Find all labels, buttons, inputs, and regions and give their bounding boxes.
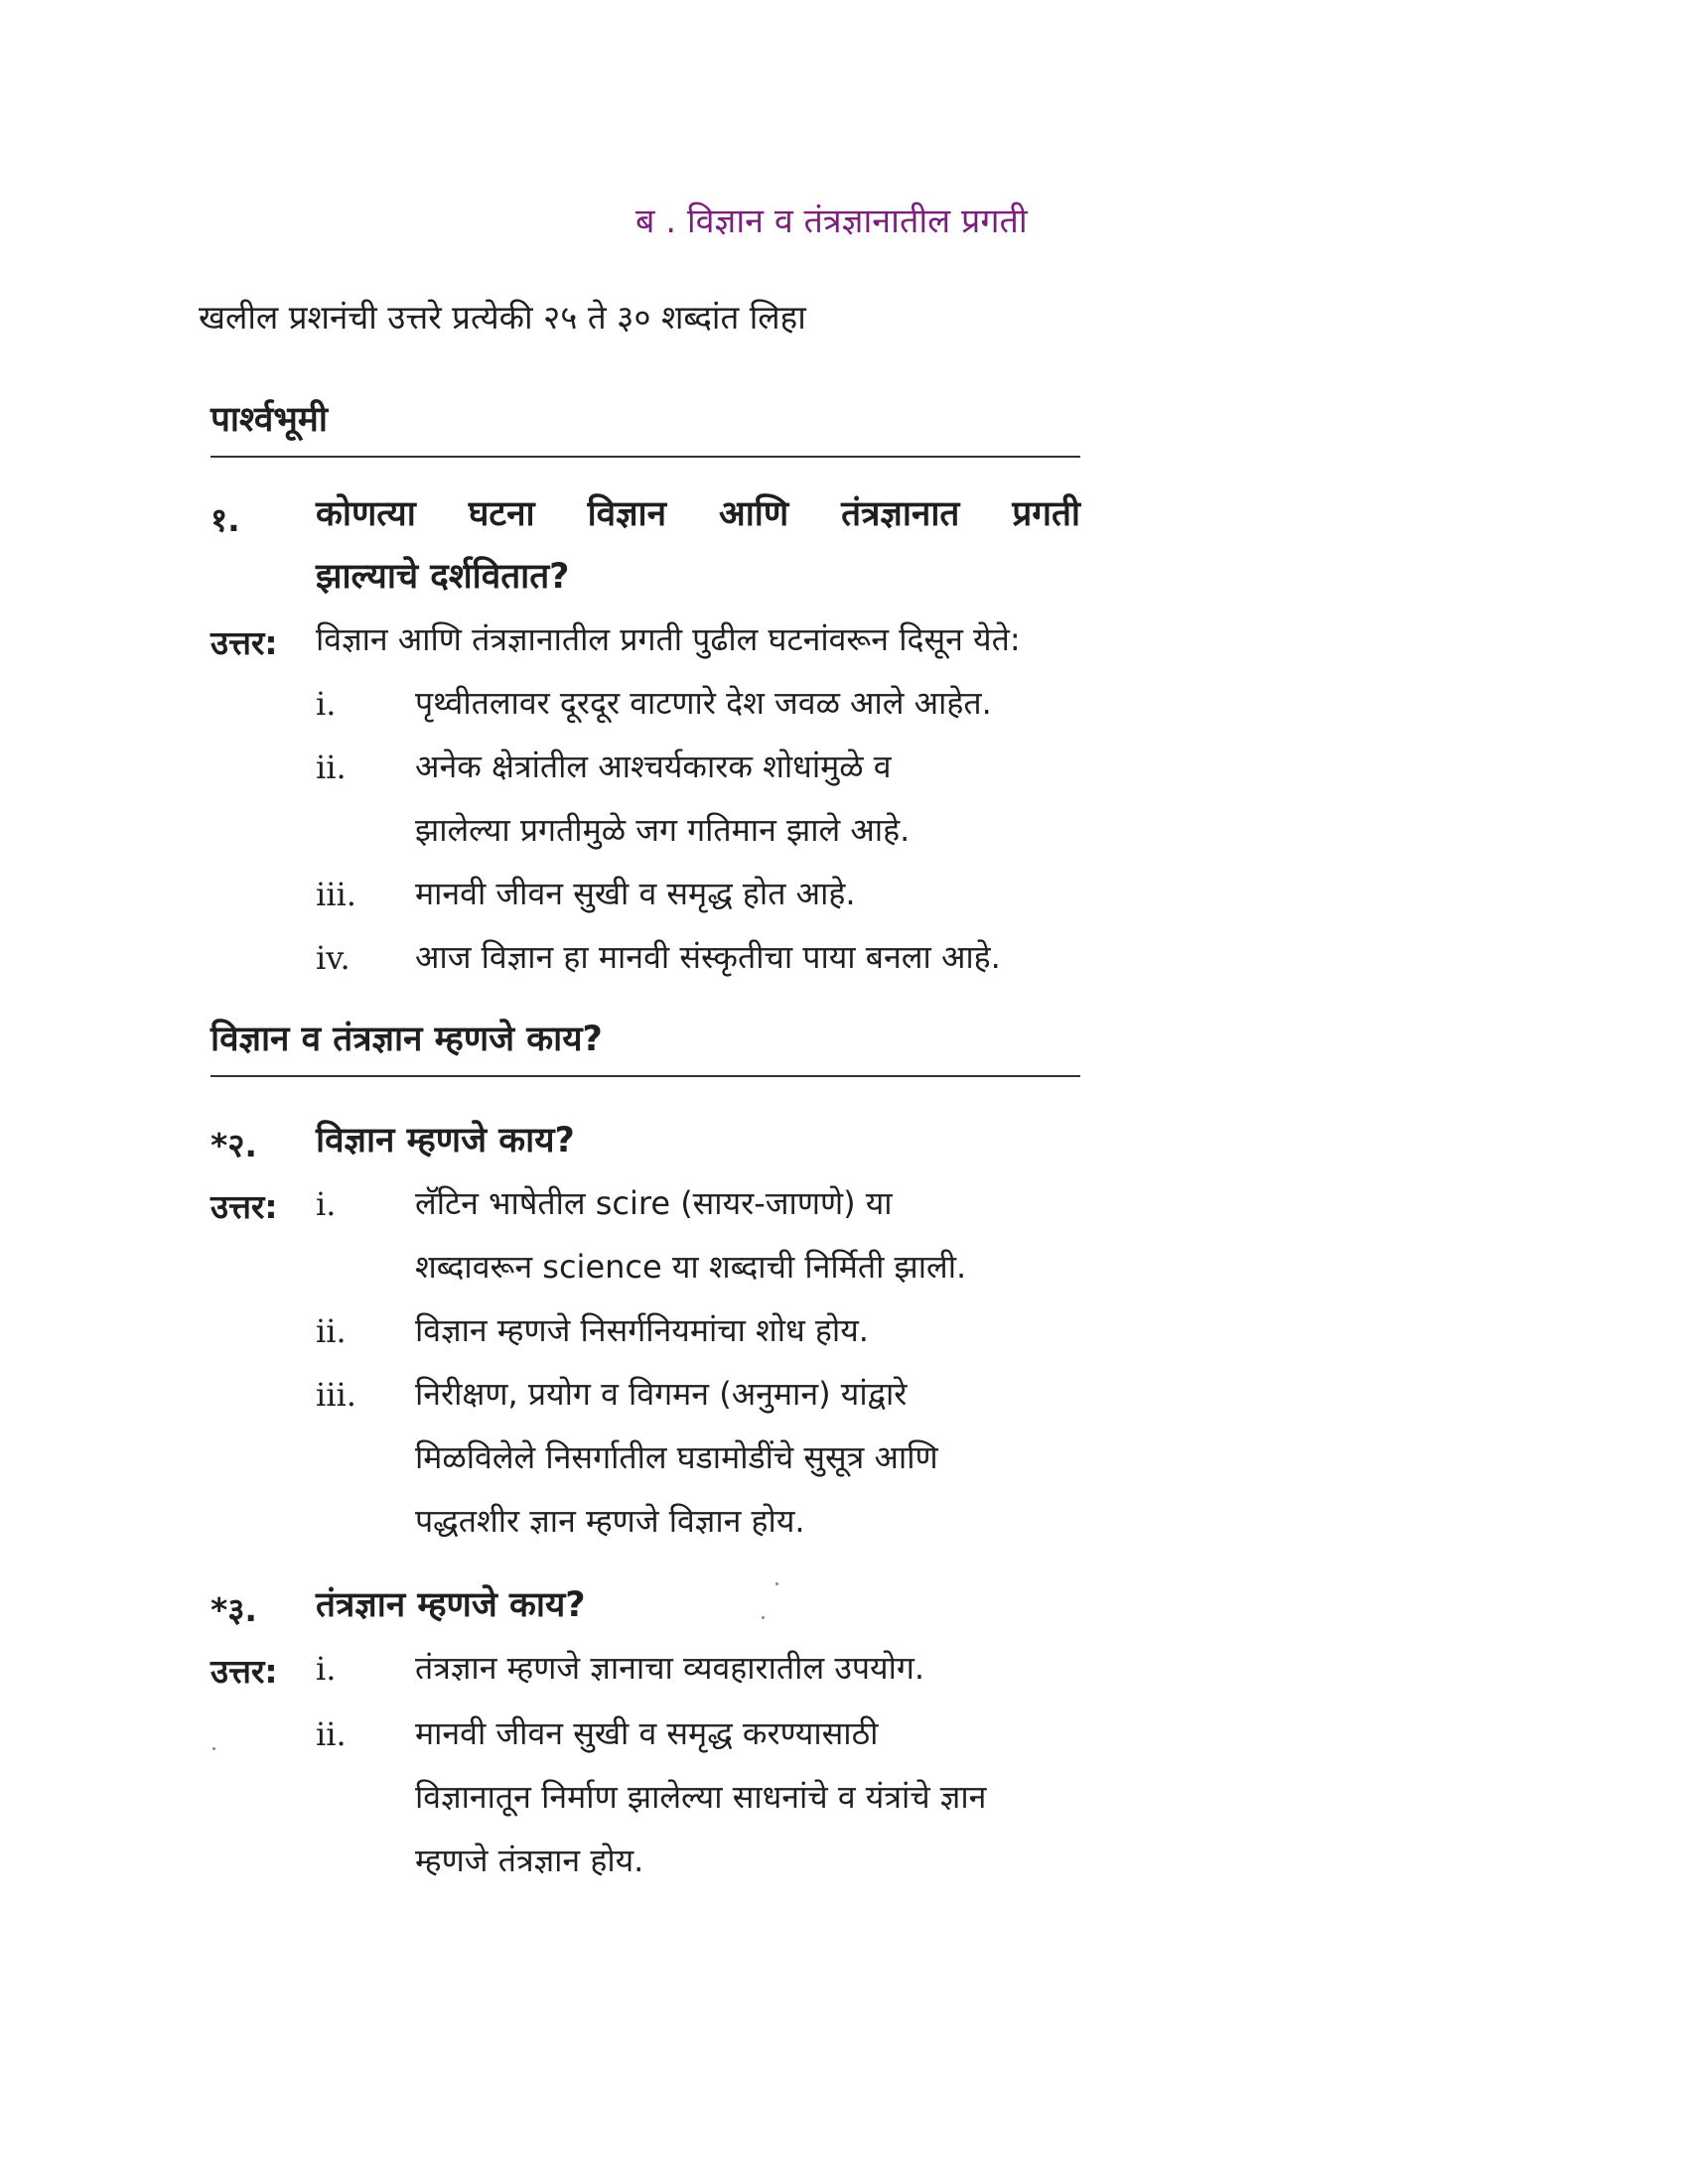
scan-speck bbox=[762, 1616, 765, 1619]
q3-point-2-line-1: मानवी जीवन सुखी व समृद्ध करण्यासाठी bbox=[415, 1714, 879, 1752]
q1-point-3-numeral: iii. bbox=[316, 876, 356, 913]
q3-point-1-numeral: i. bbox=[316, 1650, 337, 1688]
question-1-line-2: झाल्याचे दर्शवितात? bbox=[316, 557, 570, 597]
q2-point-3-line-2: मिळविलेले निसर्गातील घडामोडींचे सुसूत्र आणि bbox=[415, 1438, 938, 1476]
question-1-line-1: कोणत्या घटना विज्ञान आणि तंत्रज्ञानात प्रगती bbox=[316, 494, 1080, 534]
q1-point-4-text: आज विज्ञान हा मानवी संस्कृतीचा पाया बनला आहे. bbox=[415, 938, 1001, 976]
q1-point-2-line-1: अनेक क्षेत्रांतील आश्चर्यकारक शोधांमुळे व bbox=[415, 748, 892, 785]
question-3-line-1: तंत्रज्ञान म्हणजे काय? bbox=[316, 1585, 586, 1625]
instruction-text: खलील प्रशनंची उत्तरे प्रत्येकी २५ ते ३० शब्दांत लिहा bbox=[199, 298, 806, 337]
q1-point-3-text: मानवी जीवन सुखी व समृद्ध होत आहे. bbox=[415, 875, 856, 912]
answer-2-label: उत्तर: bbox=[211, 1187, 278, 1226]
q1-point-1-numeral: i. bbox=[316, 685, 337, 723]
section-heading-definitions: विज्ञान व तंत्रज्ञान म्हणजे काय? bbox=[211, 1015, 1080, 1077]
q2-point-1-line-1: लॅटिन भाषेतील scire (सायर-जाणणे) या bbox=[415, 1184, 893, 1222]
q2-point-3-numeral: iii. bbox=[316, 1376, 356, 1414]
q3-point-2-line-2: विज्ञानातून निर्माण झालेल्या साधनांचे व यंत्रांचे ज्ञान bbox=[415, 1778, 987, 1816]
q1-point-2-line-2: झालेल्या प्रगतीमुळे जग गतिमान झाले आहे. bbox=[415, 811, 911, 849]
answer-1-intro: विज्ञान आणि तंत्रज्ञानातील प्रगती पुढील घटनांवरून दिसून येते: bbox=[316, 620, 1021, 658]
chapter-title: ब . विज्ञान व तंत्रज्ञानातील प्रगती bbox=[635, 202, 1028, 241]
answer-1-label: उत्तर: bbox=[211, 623, 278, 662]
q2-point-3-line-1: निरीक्षण, प्रयोग व विगमन (अनुमान) यांद्वारे bbox=[415, 1375, 908, 1413]
q1-point-1-text: पृथ्वीतलावर दूरदूर वाटणारे देश जवळ आले आहेत. bbox=[415, 684, 992, 722]
q1-point-2-numeral: ii. bbox=[316, 749, 347, 786]
q2-point-2-text: विज्ञान म्हणजे निसर्गनियमांचा शोध होय. bbox=[415, 1311, 869, 1349]
question-1-number: १. bbox=[211, 500, 240, 539]
scan-speck bbox=[212, 1747, 215, 1750]
q3-point-2-line-3: म्हणजे तंत्रज्ञान होय. bbox=[415, 1842, 644, 1879]
q2-point-3-line-3: पद्धतशीर ज्ञान म्हणजे विज्ञान होय. bbox=[415, 1502, 805, 1540]
answer-3-label: उत्तर: bbox=[211, 1652, 278, 1691]
q3-point-2-numeral: ii. bbox=[316, 1715, 347, 1753]
q2-point-1-line-2: शब्दावरून science या शब्दाची निर्मिती झाली. bbox=[415, 1248, 967, 1286]
question-3-number: *३. bbox=[211, 1590, 257, 1629]
section-heading-background: पार्श्वभूमी bbox=[211, 395, 1080, 458]
question-2-line-1: विज्ञान म्हणजे काय? bbox=[316, 1121, 575, 1160]
q1-point-4-numeral: iv. bbox=[316, 939, 351, 977]
q3-point-1-text: तंत्रज्ञान म्हणजे ज्ञानाचा व्यवहारातील उपयोग. bbox=[415, 1649, 925, 1687]
q2-point-1-numeral: i. bbox=[316, 1185, 337, 1223]
scan-speck bbox=[775, 1582, 778, 1585]
question-2-number: *२. bbox=[211, 1126, 257, 1164]
q2-point-2-numeral: ii. bbox=[316, 1312, 347, 1350]
